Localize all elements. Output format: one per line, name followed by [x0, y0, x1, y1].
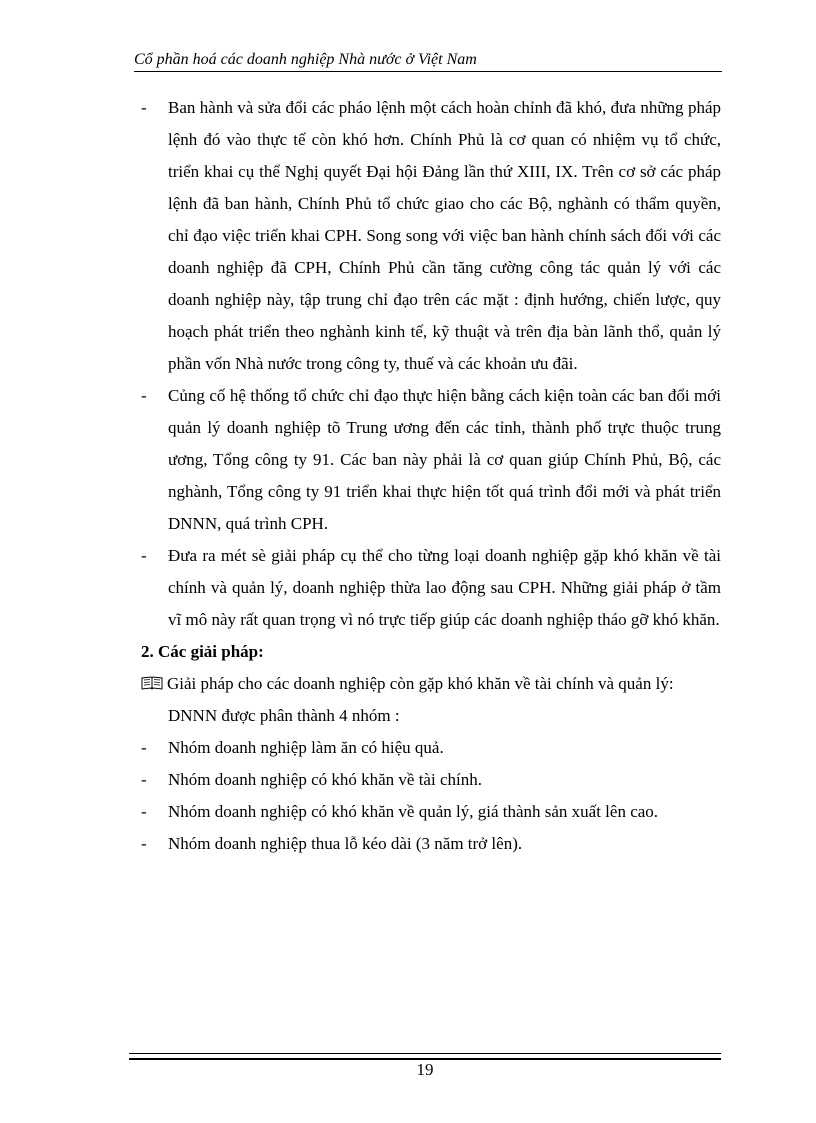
page-number: 19 — [416, 1060, 434, 1079]
solution-paragraph-text: Giải pháp cho các doanh nghiệp còn gặp khó khăn về tài chính và quản lý: — [167, 674, 674, 693]
list-item — [141, 764, 721, 796]
list-item-text: Đưa ra mét sè giải pháp cụ thể cho từng loại doanh nghiệp gặp khó khăn về tài chính và quản lý, doanh nghiệp thừa lao động sau CPH. Những giải pháp ở tầm vĩ mô này rất quan trọng vì nó trực tiếp giúp các doanh nghiệp tháo gỡ khó khăn. — [168, 546, 721, 629]
bullet-dash: - — [141, 546, 147, 565]
header-title: Cổ phần hoá các doanh nghiệp Nhà nước ở Việt Nam — [134, 51, 477, 68]
list-item-text: Nhóm doanh nghiệp có khó khăn về quản lý, giá thành sản xuất lên cao. — [168, 802, 659, 821]
list-item — [141, 92, 721, 380]
list-item-text: Nhóm doanh nghiệp có khó khăn về tài chính. — [168, 770, 482, 789]
solution-paragraph — [141, 668, 721, 700]
bullet-dash: - — [141, 386, 147, 405]
list-item-text: Củng cố hệ thống tổ chức chỉ đạo thực hiện bằng cách kiện toàn các ban đổi mới quản lý doanh nghiệp tõ Trung ương đến các tỉnh, thành phố trực thuộc trung ương, Tổng công ty 91. Các ban này phải là cơ quan giúp Chính Phủ, Bộ, các nghành, Tổng công ty 91 triển khai thực hiện tốt quá trình đổi mới và phát triển DNNN, quá trình CPH. — [168, 386, 721, 533]
footer-rule — [129, 1053, 721, 1060]
list-item-text: Ban hành và sửa đổi các pháo lệnh một cách hoàn chỉnh đã khó, đưa những pháp lệnh đó vào thực tế còn khó hơn. Chính Phủ là cơ quan có nhiệm vụ tổ chức, triển khai cụ thể Nghị quyết Đại hội Đảng lần thứ XIII, IX. Trên cơ sở các pháp lệnh đã ban hành, Chính Phủ tổ chức giao cho các Bộ, nghành có thẩm quyền, chỉ đạo việc triển khai CPH. Song song với việc ban hành chính sách đối với các doanh nghiệp đã CPH, Chính Phủ cần tăng cường công tác quản lý với các doanh nghiệp này, tập trung chỉ đạo trên các mặt : định hướng, chiến lược, quy hoạch phát triển theo nghành kinh tế, kỹ thuật và trên địa bàn lãnh thổ, quản lý phần vốn Nhà nước trong công ty, thuế và các khoản ưu đãi. — [168, 98, 721, 373]
list-item — [141, 828, 721, 860]
list-item — [141, 796, 721, 828]
page-header — [134, 50, 722, 72]
bullet-dash: - — [141, 738, 147, 757]
bullet-dash: - — [141, 770, 147, 789]
bullet-dash: - — [141, 98, 147, 117]
bullet-dash: - — [141, 834, 147, 853]
open-book-icon — [141, 676, 163, 690]
section-heading: 2. Các giải pháp: — [141, 642, 264, 661]
list-item — [141, 540, 721, 636]
list-item-text: Nhóm doanh nghiệp thua lỗ kéo dài (3 năm trở lên). — [168, 834, 523, 853]
list-item-text: Nhóm doanh nghiệp làm ăn có hiệu quả. — [168, 738, 444, 757]
groups-intro: DNNN được phân thành 4 nhóm : — [168, 706, 400, 725]
page-content — [141, 92, 721, 860]
list-item — [141, 732, 721, 764]
list-item — [141, 380, 721, 540]
bullet-dash: - — [141, 802, 147, 821]
